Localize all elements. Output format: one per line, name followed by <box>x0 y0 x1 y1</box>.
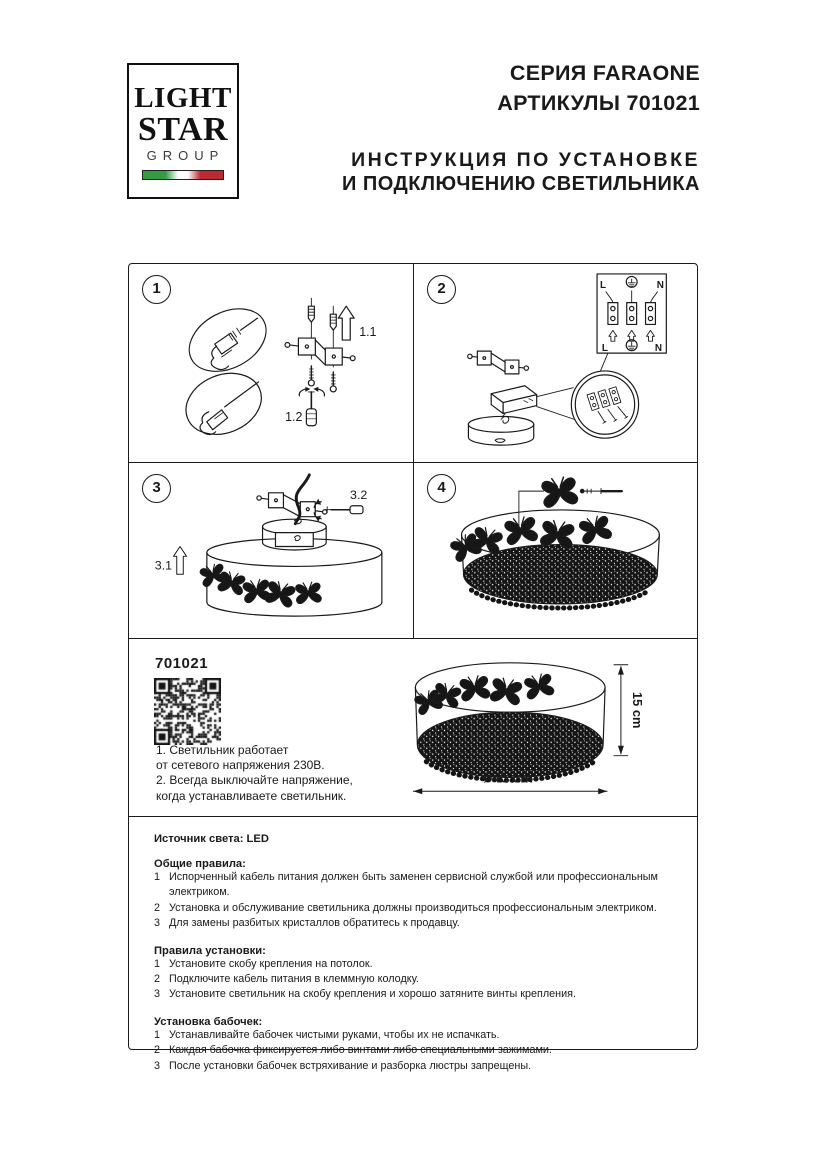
step4-number: 4 <box>427 474 456 503</box>
article-title: АРТИКУЛЫ 701021 <box>497 91 700 115</box>
mounting-screws <box>308 366 336 392</box>
instruction-sheet <box>128 263 698 1072</box>
step3-illustration <box>129 463 413 638</box>
mounting-bracket <box>257 493 327 517</box>
step1-arrow-label: 1.1 <box>359 325 377 340</box>
butterfly-icon <box>218 570 246 595</box>
butterfly-icon <box>295 581 321 603</box>
butterfly-row <box>199 562 321 607</box>
step2-illustration <box>414 264 696 462</box>
info-section <box>129 817 696 1072</box>
note-line: 1. Светильник работает <box>156 743 289 757</box>
step1-illustration <box>129 264 413 462</box>
note-line: от сетевого напряжения 230В. <box>156 758 325 773</box>
rule-item: 2 Каждая бабочка фиксируется либо винтами либо специальными зажимами. <box>154 1044 552 1057</box>
wiring-label-N-bottom: N <box>654 343 662 355</box>
note-line: когда устанавливаете светильник. <box>156 788 347 803</box>
step2-panel <box>414 264 696 462</box>
butterfly-icon <box>265 580 296 608</box>
article-number: 701021 <box>155 655 209 672</box>
section-title-general: Общие правила: <box>154 858 246 870</box>
dimension-drawing <box>401 645 659 813</box>
magnifier-lens <box>537 353 639 438</box>
step4-illustration <box>414 463 696 638</box>
wiring-label-N-top: N <box>656 279 664 291</box>
mounting-bracket <box>285 338 355 365</box>
butterfly-icon <box>541 476 578 508</box>
qr-code <box>154 678 221 745</box>
logo-group-text: GROUP <box>146 148 225 163</box>
section-title-butterflies: Установка бабочек: <box>154 1015 263 1028</box>
step4-panel <box>414 463 696 638</box>
instruction-title-line1: ИНСТРУКЦИЯ ПО УСТАНОВКЕ <box>351 149 700 171</box>
screwdriver-rotate-icon <box>299 387 324 426</box>
screwdriver-tip-icon <box>596 489 622 494</box>
safety-notes <box>156 743 353 804</box>
rule-item: 3 Для замены разбитых кристаллов обратитесь к продавцу. <box>154 917 460 930</box>
rule-item: 3 После установки бабочек встряхивание и разборка люстры запрещены. <box>154 1059 532 1072</box>
step1-panel <box>129 264 413 462</box>
rule-item: 1 Испорченный кабель питания должен быть заменен сервисной службой или профессиональным электриком. <box>154 871 658 899</box>
series-title: СЕРИЯ FARAONE <box>509 61 700 85</box>
hand-screwdriver-icon <box>177 363 271 446</box>
wiring-label-L-top: L <box>599 279 607 291</box>
italian-flag-bar <box>142 170 224 180</box>
height-dimension-line <box>614 665 628 756</box>
drum-shade <box>415 663 605 781</box>
lamp-dimension-illustration <box>401 645 659 813</box>
rule-item: 1 Установите скобу крепления на потолок. <box>154 957 373 970</box>
instruction-title-line2: И ПОДКЛЮЧЕНИЮ СВЕТИЛЬНИКА <box>341 173 700 195</box>
ceiling-canopy <box>468 413 533 445</box>
up-arrow-icon <box>173 547 186 575</box>
crystal-bottom <box>417 712 603 777</box>
step3-arrow-label: 3.1 <box>154 558 173 573</box>
diameter-dimension-line <box>413 788 607 794</box>
mounting-bracket <box>468 351 529 374</box>
step3-number: 3 <box>142 474 171 503</box>
rule-item: 2 Установка и обслуживание светильника должны производиться профессиональным электриком. <box>154 901 657 914</box>
hand-drill-icon <box>178 296 276 384</box>
step1-tool-label: 1.2 <box>285 409 303 424</box>
light-source-label: Источник света: LED <box>154 833 269 845</box>
step1-number: 1 <box>142 275 171 304</box>
logo-light-text: LIGHT <box>134 82 232 114</box>
up-arrow-icon <box>338 306 354 340</box>
rule-item: 1 Устанавливайте бабочек чистыми руками, чтобы их не испачкать. <box>154 1028 500 1041</box>
step3-panel <box>129 463 413 638</box>
rule-item: 2 Подключите кабель питания в клеммную колодку. <box>154 973 419 986</box>
section-title-install: Правила установки: <box>154 944 266 957</box>
product-panel <box>129 639 696 816</box>
note-line: 2. Всегда выключайте напряжение, <box>156 773 353 788</box>
rule-item: 3 Установите светильник на скобу крепления и хорошо затяните винты крепления. <box>154 988 576 1001</box>
fixing-screw-icon <box>580 489 596 493</box>
wiring-label-L-bottom: L <box>601 343 608 355</box>
step2-number: 2 <box>427 275 456 304</box>
screwdriver-rotate-icon <box>314 499 363 522</box>
drum-shade <box>461 510 659 608</box>
lightstar-logo <box>127 63 239 199</box>
diameter-dimension-label: ø45 cm <box>483 770 533 787</box>
step3-tool-label: 3.2 <box>350 487 368 502</box>
driver-box <box>491 386 537 414</box>
height-dimension-label: 15 cm <box>629 692 645 729</box>
document-header <box>342 58 700 196</box>
logo-star-text: STAR <box>137 111 229 148</box>
